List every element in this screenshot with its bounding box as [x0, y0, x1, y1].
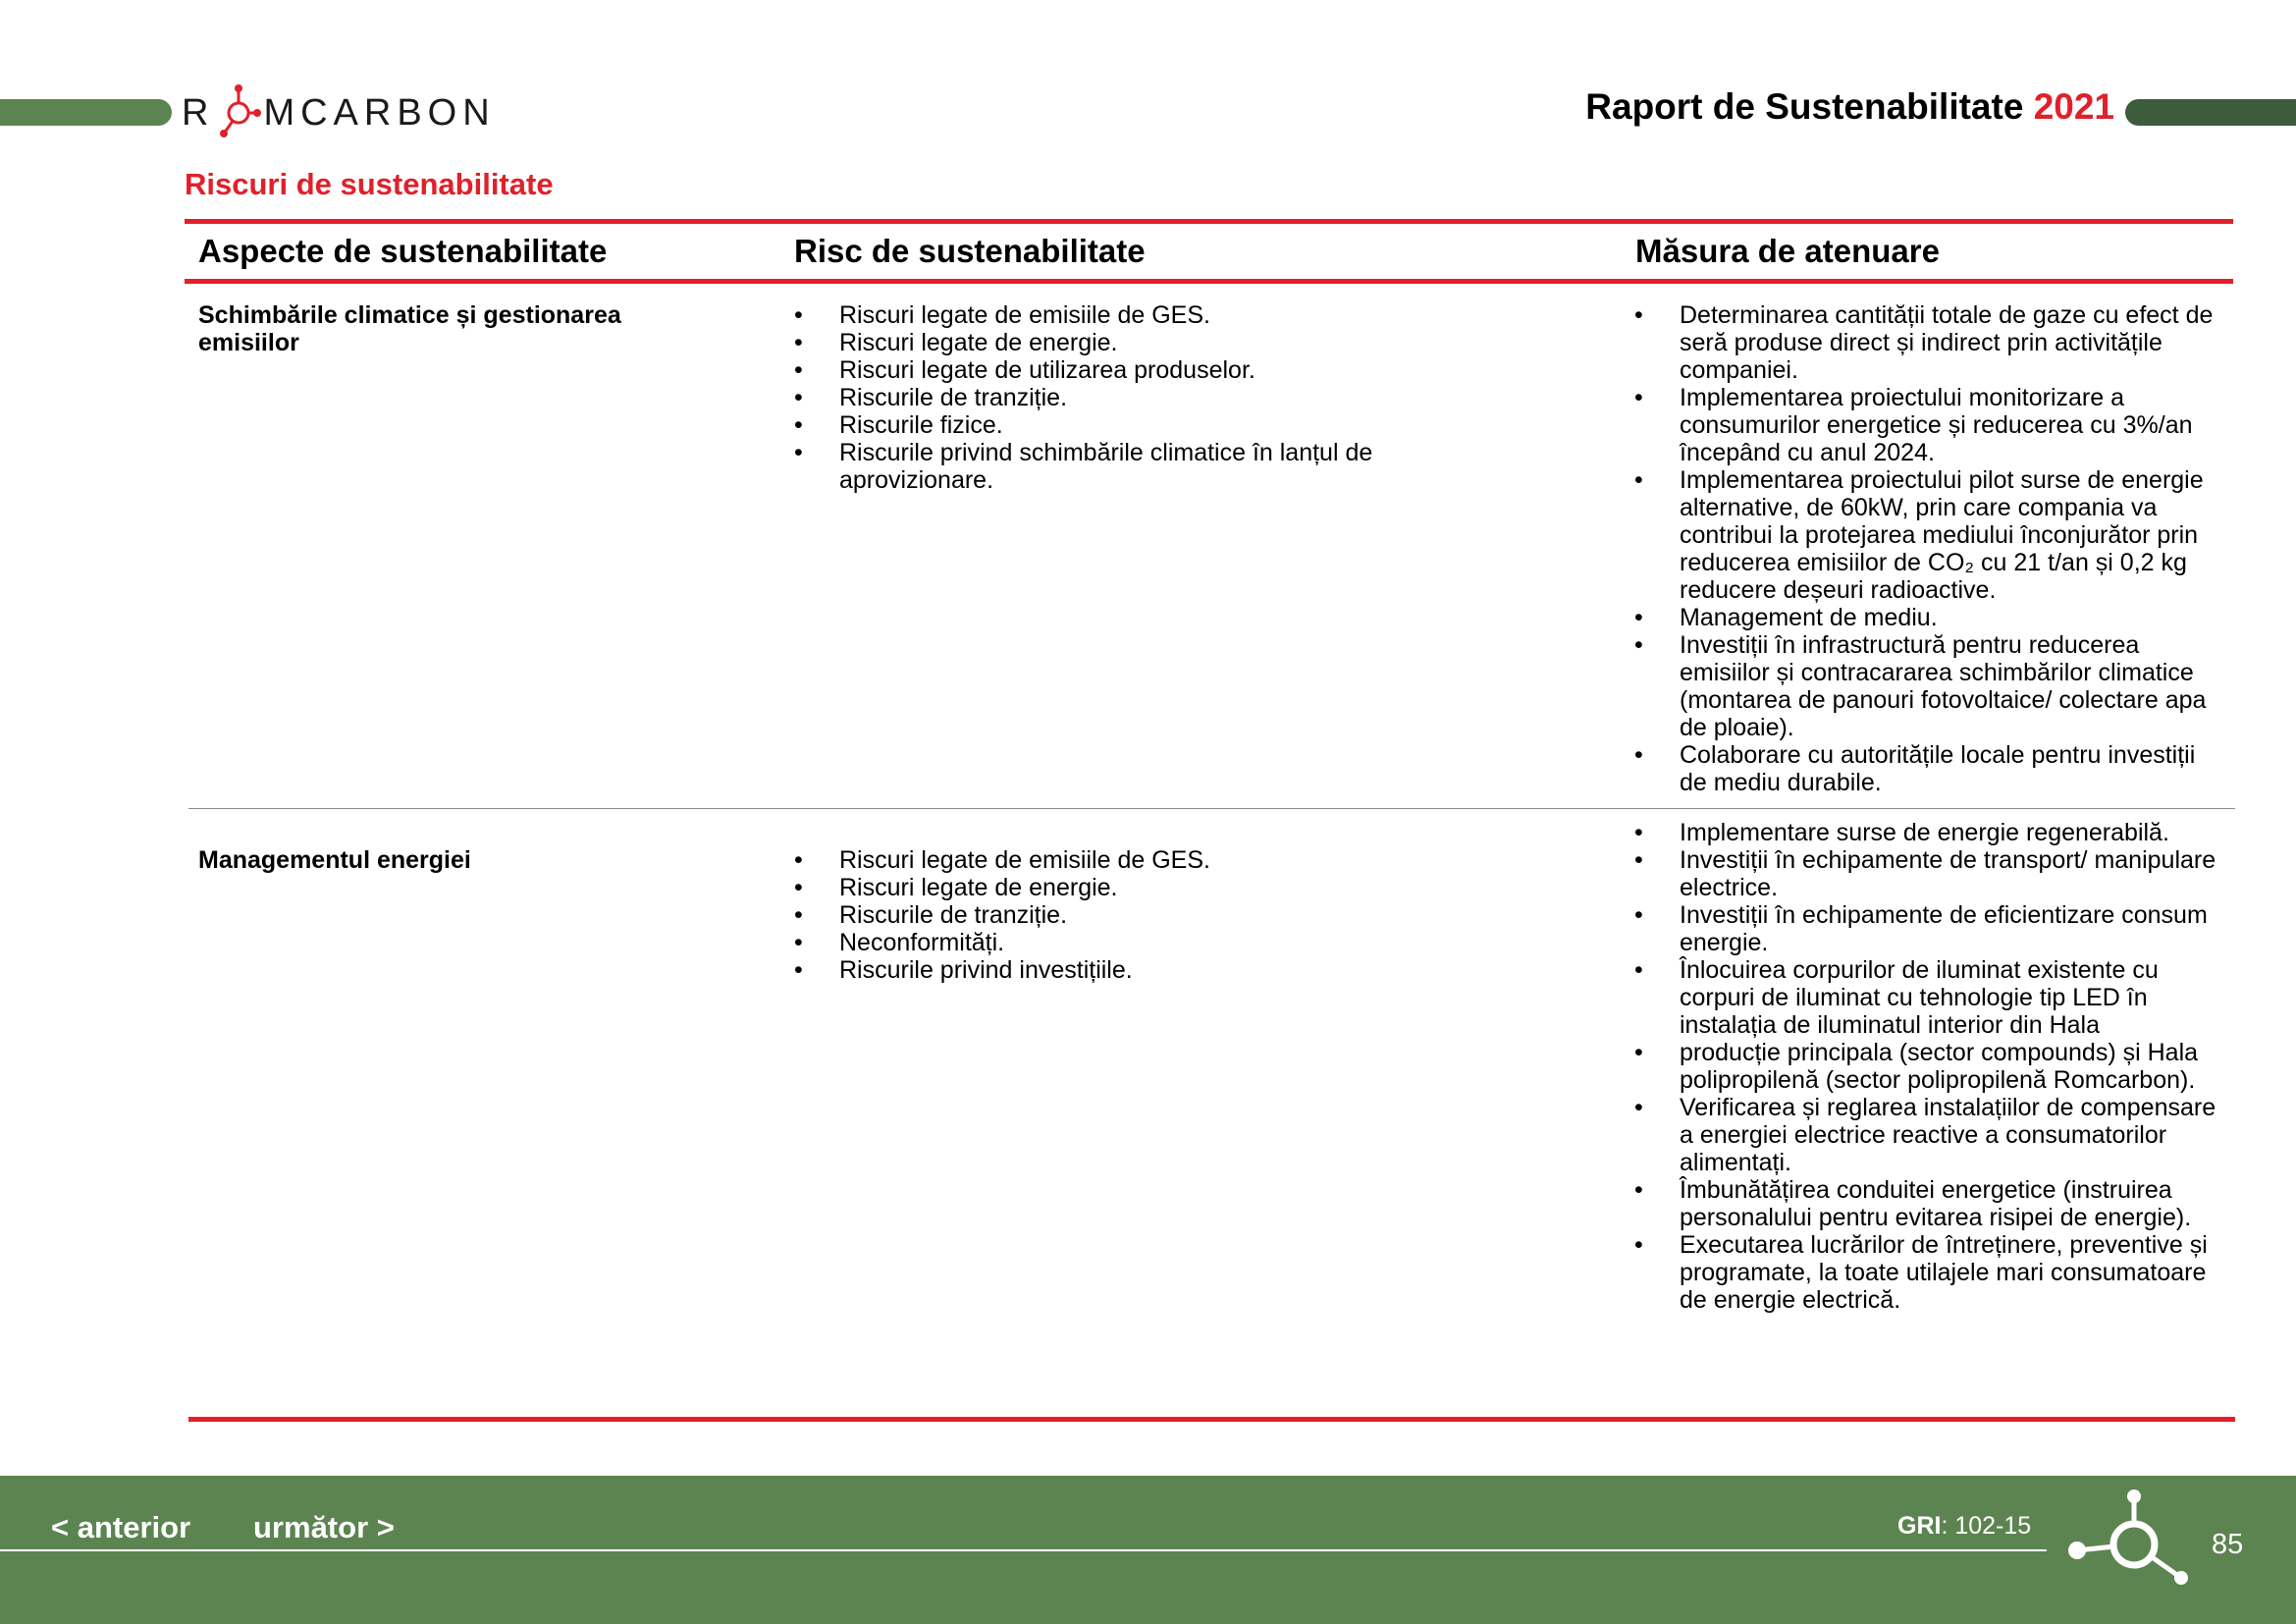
gri-value: : 102-15 — [1941, 1512, 2032, 1540]
list-item: • Riscuri legate de energie. — [790, 329, 1468, 356]
next-page-link[interactable]: următor > — [253, 1510, 395, 1544]
list-item: • Înlocuirea corpurilor de iluminat existente cu corpuri de iluminat cu tehnologie tip LED în instalația de iluminatul interior din Hala — [1630, 956, 2229, 1039]
list-item: • Riscurile de tranziție. — [790, 384, 1468, 411]
header-right-bar — [2125, 99, 2296, 126]
table-bottom-rule — [188, 1417, 2235, 1422]
header-left-bar — [0, 99, 172, 126]
row-1-measure-list — [1630, 301, 2229, 796]
list-item: • Riscurile de tranziție. — [790, 901, 1468, 929]
list-item: • Implementare surse de energie regenerabilă. — [1630, 819, 2229, 846]
list-item: • Management de mediu. — [1630, 604, 2229, 631]
list-item: • Îmbunătățirea conduitei energetice (instruirea personalului pentru evitarea risipei de energie). — [1630, 1176, 2229, 1231]
column-header-measure: Măsura de atenuare — [1635, 233, 1940, 269]
row-2-measure-list — [1630, 819, 2229, 1314]
report-year: 2021 — [2033, 86, 2114, 127]
gri-label: GRI — [1897, 1512, 1942, 1540]
list-item: • Colaborare cu autoritățile locale pentru investiții de mediu durabile. — [1630, 741, 2229, 796]
list-item: • producție principala (sector compounds) și Hala polipropilenă (sector polipropilenă Romcarbon). — [1630, 1039, 2229, 1094]
column-header-aspect: Aspecte de sustenabilitate — [198, 233, 608, 269]
list-item: • Neconformități. — [790, 929, 1468, 956]
row-1-aspect: Schimbările climatice și gestionarea emisiilor — [198, 301, 621, 356]
report-title-text: Raport de Sustenabilitate — [1585, 86, 2024, 127]
romcarbon-logo: R MCARBON — [182, 79, 496, 147]
row-2-aspect: Managementul energiei — [198, 846, 471, 874]
list-item: • Investiții în echipamente de transport/ manipulare electrice. — [1630, 846, 2229, 901]
list-item: • Riscuri legate de emisiile de GES. — [790, 301, 1468, 329]
molecule-logo-icon — [216, 82, 261, 143]
row-divider — [188, 808, 2235, 809]
table-top-rule — [185, 219, 2233, 224]
row-1-risk-list — [790, 301, 1468, 494]
list-item: • Investiții în echipamente de eficientizare consum energie. — [1630, 901, 2229, 956]
list-item: • Riscurile fizice. — [790, 411, 1468, 439]
list-item: • Riscuri legate de utilizarea produselor. — [790, 356, 1468, 384]
list-item: • Determinarea cantității totale de gaze cu efect de seră produse direct și indirect prin activitățile companiei. — [1630, 301, 2229, 384]
list-item: • Investiții în infrastructură pentru reducerea emisiilor și contracararea schimbărilor climatice (montarea de panouri fotovoltaice/ colectare apa de ploaie). — [1630, 631, 2229, 741]
list-item: • Executarea lucrărilor de întreținere, preventive și programate, la toate utilajele mari consumatoare de energie electrică. — [1630, 1231, 2229, 1314]
report-title — [1585, 86, 2114, 128]
list-item: • Riscuri legate de emisiile de GES. — [790, 846, 1468, 874]
list-item: • Implementarea proiectului pilot surse de energie alternative, de 60kW, prin care compania va contribui la protejarea mediului înconjurător prin reducerea emisiilor de CO₂ cu 21 t/an și 0,2 kg reducere deșeuri radioactive. — [1630, 466, 2229, 604]
previous-page-link[interactable]: < anterior — [51, 1510, 191, 1544]
section-title: Riscuri de sustenabilitate — [185, 167, 554, 201]
gri-reference — [1897, 1512, 2031, 1541]
list-item: • Verificarea și reglarea instalațiilor de compensare a energiei electrice reactive a consumatorilor alimentați. — [1630, 1094, 2229, 1176]
footer-line — [0, 1549, 2047, 1551]
column-header-risk: Risc de sustenabilitate — [794, 233, 1146, 269]
list-item: • Riscurile privind schimbările climatice în lanțul de aprovizionare. — [790, 439, 1468, 494]
list-item: • Riscurile privind investițiile. — [790, 956, 1468, 984]
table-header-rule — [185, 279, 2233, 284]
row-2-risk-list — [790, 846, 1468, 984]
list-item: • Implementarea proiectului monitorizare a consumurilor energetice și reducerea cu 3%/an începând cu anul 2024. — [1630, 384, 2229, 466]
list-item: • Riscuri legate de energie. — [790, 874, 1468, 901]
molecule-footer-icon — [2059, 1488, 2197, 1591]
page-number: 85 — [2212, 1529, 2244, 1560]
